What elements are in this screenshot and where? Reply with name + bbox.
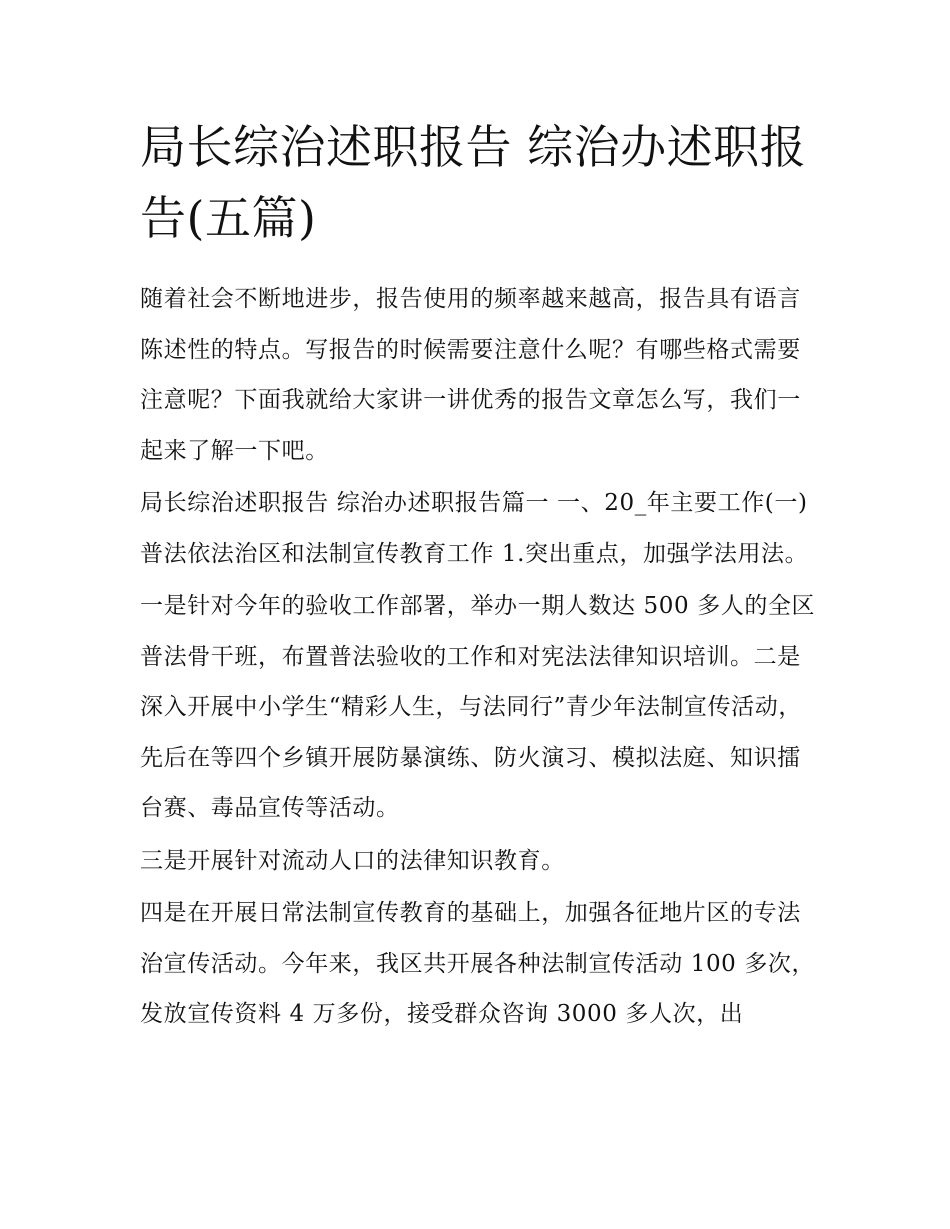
paragraph-point-three: 三是开展针对流动人口的法律知识教育。 bbox=[140, 847, 565, 874]
paragraph-point-one-two: 一是针对今年的验收工作部署，举办一期人数达 500 多人的全区普法骨干班，布置普法验收的工作和对宪法法律知识培训。二是深入开展中小学生“精彩人生，与法同行”青少年法制宣传活动，先后在等四个乡镇开展防暴演练、防火演习、模拟法庭、知识擂台赛、毒品宣传等活动。 bbox=[140, 593, 816, 821]
document-title: 局长综治述职报告 综治办述职报告(五篇) bbox=[140, 120, 807, 245]
document-body bbox=[140, 274, 820, 1040]
paragraph-section-heading: 局长综治述职报告 综治办述职报告篇一 一、20_年主要工作(一)普法依法治区和法制宣传教育工作 1.突出重点，加强学法用法。 bbox=[140, 490, 809, 567]
paragraph-intro: 随着社会不断地进步，报告使用的频率越来越高，报告具有语言陈述性的特点。写报告的时候需要注意什么呢？有哪些格式需要注意呢？下面我就给大家讲一讲优秀的报告文章怎么写，我们一起来了解一下吧。 bbox=[140, 286, 801, 464]
paragraph-point-four: 四是在开展日常法制宣传教育的基础上，加强各征地片区的专法治宣传活动。今年来，我区共开展各种法制宣传活动 100 多次，发放宣传资料 4 万多份，接受群众咨询 3000 多人次，出 bbox=[140, 900, 816, 1027]
